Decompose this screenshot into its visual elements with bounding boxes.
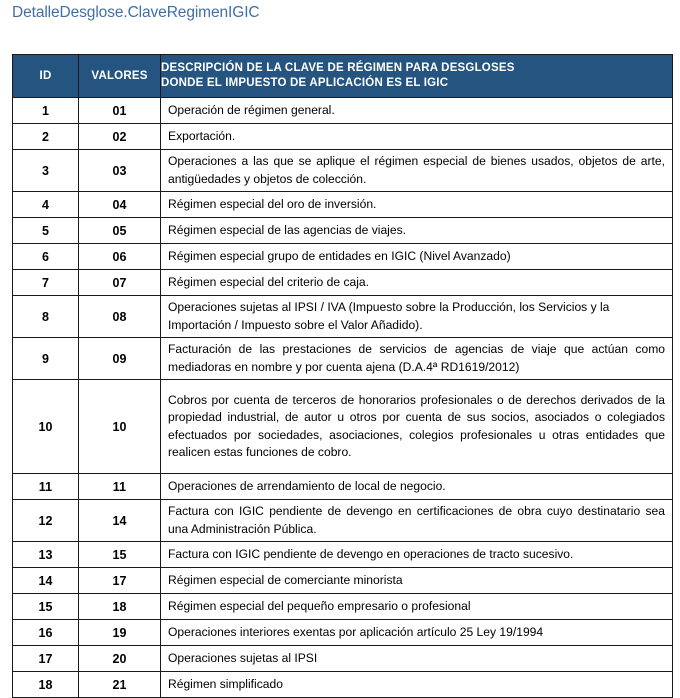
column-header-descripcion-line2: DONDE EL IMPUESTO DE APLICACIÓN ES EL IGIC	[161, 77, 449, 89]
table-row	[13, 620, 673, 646]
cell-descripcion: Régimen especial del pequeño empresario o profesional	[161, 594, 673, 620]
cell-id: 7	[13, 270, 79, 296]
cell-id: 11	[13, 474, 79, 500]
cell-id: 14	[13, 568, 79, 594]
column-header-valores: VALORES	[79, 55, 161, 98]
table-row	[13, 270, 673, 296]
cell-descripcion: Operaciones sujetas al IPSI / IVA (Impuesto sobre la Producción, los Servicios y la Importación / Impuesto sobre el Valor Añadido).	[161, 296, 673, 338]
cell-descripcion: Régimen especial de comerciante minorista	[161, 568, 673, 594]
cell-id: 16	[13, 620, 79, 646]
table-row	[13, 594, 673, 620]
column-header-id: ID	[13, 55, 79, 98]
cell-id: 18	[13, 672, 79, 698]
cell-id: 12	[13, 500, 79, 542]
table-row	[13, 542, 673, 568]
clave-regimen-igic-table	[12, 54, 673, 698]
cell-valor: 09	[79, 338, 161, 380]
table-row	[13, 124, 673, 150]
cell-id: 5	[13, 218, 79, 244]
table-row	[13, 296, 673, 338]
cell-descripcion: Facturación de las prestaciones de servicios de agencias de viaje que actúan como mediadoras en nombre y por cuenta ajena (D.A.4ª RD1619/2012)	[161, 338, 673, 380]
cell-descripcion: Cobros por cuenta de terceros de honorarios profesionales o de derechos derivados de la propiedad industrial, de autor u otros por cuenta de sus socios, asociados o colegiados efectuados por sociedades, asociaciones, colegios profesionales u otras entidades que realicen estas funciones de cobro.	[161, 380, 673, 474]
cell-id: 1	[13, 98, 79, 124]
column-header-descripcion-line1: DESCRIPCIÓN DE LA CLAVE DE RÉGIMEN PARA DESGLOSES	[161, 61, 515, 74]
cell-descripcion: Régimen especial de las agencias de viajes.	[161, 218, 673, 244]
cell-id: 2	[13, 124, 79, 150]
cell-valor: 02	[79, 124, 161, 150]
cell-descripcion: Operaciones a las que se aplique el régimen especial de bienes usados, objetos de arte, antigüedades y objetos de colección.	[161, 150, 673, 192]
cell-descripcion: Factura con IGIC pendiente de devengo en operaciones de tracto sucesivo.	[161, 542, 673, 568]
cell-descripcion: Exportación.	[161, 124, 673, 150]
table-header-row	[13, 55, 673, 98]
cell-valor: 18	[79, 594, 161, 620]
cell-valor: 01	[79, 98, 161, 124]
cell-valor: 04	[79, 192, 161, 218]
cell-valor: 17	[79, 568, 161, 594]
table-row	[13, 244, 673, 270]
table-row	[13, 192, 673, 218]
table-header	[13, 55, 673, 98]
cell-descripcion: Operaciones sujetas al IPSI	[161, 646, 673, 672]
column-header-descripcion	[161, 55, 673, 98]
cell-valor: 07	[79, 270, 161, 296]
cell-descripcion: Operaciones de arrendamiento de local de negocio.	[161, 474, 673, 500]
table-row	[13, 500, 673, 542]
cell-valor: 06	[79, 244, 161, 270]
regimen-table-container	[12, 54, 672, 698]
cell-valor: 14	[79, 500, 161, 542]
table-row	[13, 218, 673, 244]
table-row	[13, 380, 673, 474]
cell-valor: 20	[79, 646, 161, 672]
cell-valor: 10	[79, 380, 161, 474]
cell-id: 15	[13, 594, 79, 620]
cell-id: 6	[13, 244, 79, 270]
table-row	[13, 568, 673, 594]
cell-descripcion: Régimen simplificado	[161, 672, 673, 698]
cell-descripcion: Operaciones interiores exentas por aplicación artículo 25 Ley 19/1994	[161, 620, 673, 646]
cell-valor: 05	[79, 218, 161, 244]
table-row	[13, 474, 673, 500]
cell-id: 8	[13, 296, 79, 338]
cell-descripcion: Operación de régimen general.	[161, 98, 673, 124]
cell-id: 13	[13, 542, 79, 568]
cell-valor: 08	[79, 296, 161, 338]
cell-id: 4	[13, 192, 79, 218]
cell-descripcion: Factura con IGIC pendiente de devengo en certificaciones de obra cuyo destinatario sea una Administración Pública.	[161, 500, 673, 542]
cell-id: 3	[13, 150, 79, 192]
table-row	[13, 646, 673, 672]
table-row	[13, 150, 673, 192]
cell-descripcion: Régimen especial grupo de entidades en IGIC (Nivel Avanzado)	[161, 244, 673, 270]
cell-descripcion: Régimen especial del criterio de caja.	[161, 270, 673, 296]
cell-valor: 21	[79, 672, 161, 698]
table-row	[13, 672, 673, 698]
cell-id: 9	[13, 338, 79, 380]
cell-valor: 15	[79, 542, 161, 568]
cell-id: 17	[13, 646, 79, 672]
table-row	[13, 338, 673, 380]
cell-valor: 11	[79, 474, 161, 500]
cell-valor: 19	[79, 620, 161, 646]
page-title: DetalleDesglose.ClaveRegimenIGIC	[12, 4, 260, 21]
cell-id: 10	[13, 380, 79, 474]
cell-valor: 03	[79, 150, 161, 192]
table-row	[13, 98, 673, 124]
cell-descripcion: Régimen especial del oro de inversión.	[161, 192, 673, 218]
